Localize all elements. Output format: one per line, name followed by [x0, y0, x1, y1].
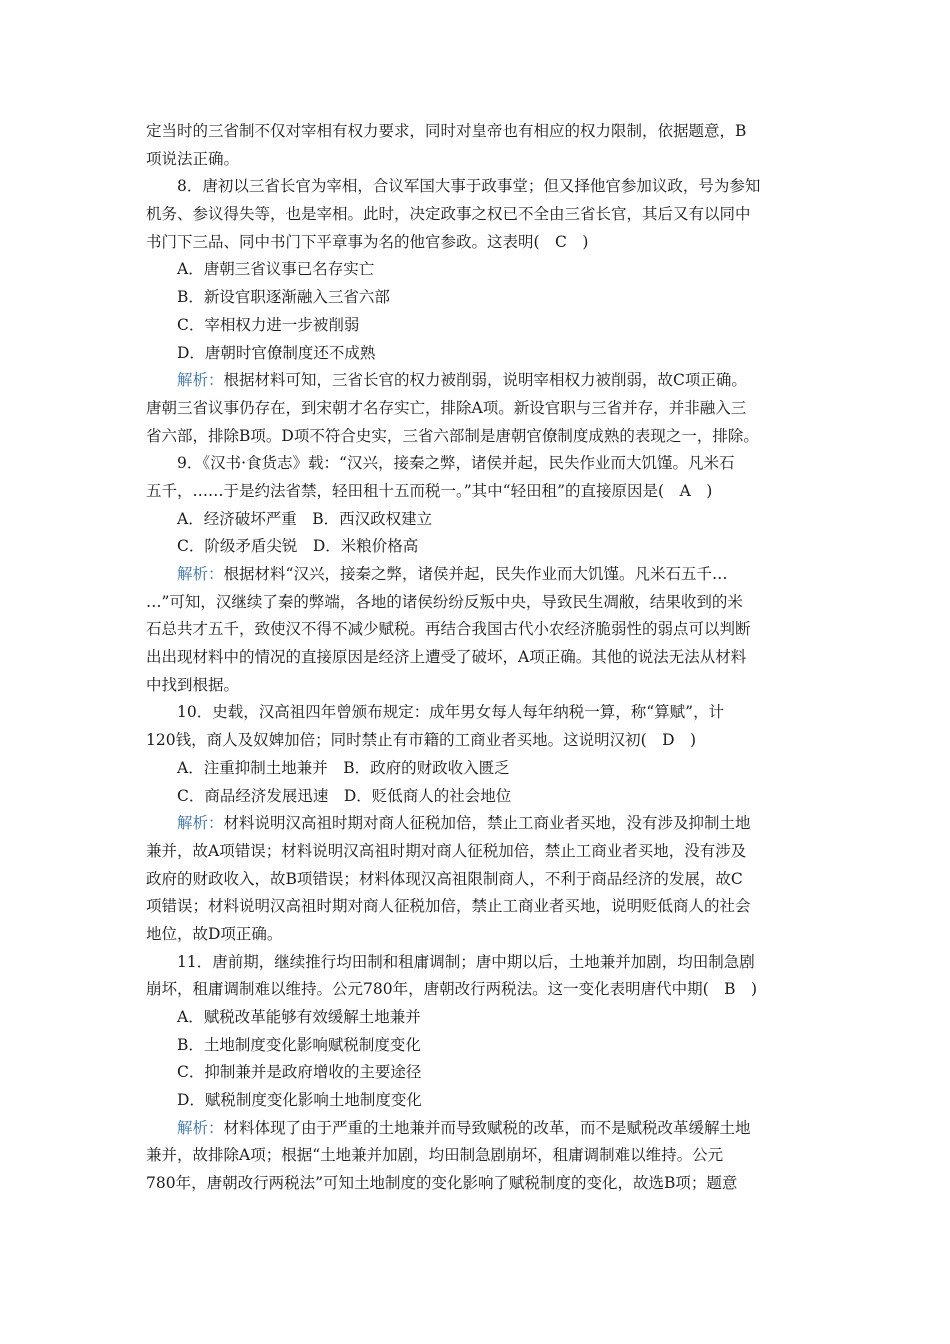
line-text: 崩坏，租庸调制难以维持。公元780年，唐朝改行两税法。这一变化表明唐代中期( B ) — [146, 980, 758, 999]
line-text: 五千，……于是约法省禁，轻田租十五而税一。”其中“轻田租”的直接原因是( A ) — [146, 481, 713, 500]
line-text: 10．史载，汉高祖四年曾颁布规定：成年男女每人每年纳税一算，称“算赋”，计 — [177, 703, 725, 722]
text-line — [146, 672, 810, 700]
answer-option-line — [146, 312, 810, 340]
text-line — [146, 866, 810, 894]
text-line — [146, 1142, 810, 1170]
line-text: 材料体现了由于严重的土地兼并而导致赋税的改革，而不是赋税改革缓解土地 — [223, 1118, 751, 1137]
text-line — [146, 201, 810, 229]
explanation-label: 解析： — [177, 371, 224, 390]
answer-option-line — [146, 755, 810, 783]
text-line — [146, 478, 810, 506]
explanation-label: 解析： — [177, 814, 224, 833]
line-text: 书门下三品、同中书门下平章事为名的他官参政。这表明( C ) — [146, 232, 589, 251]
text-line — [146, 118, 810, 146]
answer-option-line — [146, 256, 810, 284]
line-text: 地位，故D项正确。 — [146, 924, 283, 943]
explanation-line — [146, 1115, 810, 1143]
answer-option-line — [146, 506, 810, 534]
text-line — [146, 395, 810, 423]
explanation-line — [146, 367, 810, 395]
line-text: 政府的财政收入，故B项错误；材料体现汉高祖限制商人，不利于商品经济的发展，故C — [146, 869, 743, 888]
answer-option-line — [146, 340, 810, 368]
line-text: 机务、参议得失等，也是宰相。此时，决定政事之权已不全由三省长官，其后又有以同中 — [146, 205, 751, 224]
line-text: 定当时的三省制不仅对宰相有权力要求，同时对皇帝也有相应的权力限制，依据题意，B — [146, 122, 747, 140]
answer-option-line — [146, 1059, 810, 1087]
text-line — [146, 229, 810, 257]
line-text: D．赋税制度变化影响土地制度变化 — [177, 1091, 422, 1110]
text-line — [146, 893, 810, 921]
explanation-label: 解析： — [177, 565, 224, 583]
text-line — [146, 727, 810, 755]
text-line — [146, 589, 810, 617]
text-line — [146, 644, 810, 672]
answer-option-line — [146, 1087, 810, 1115]
text-line — [146, 699, 810, 727]
line-text: 120钱，商人及奴婢加倍；同时禁止有市籍的工商业者买地。这说明汉初( D ) — [146, 731, 697, 750]
explanation-line — [146, 810, 810, 838]
explanation-label: 解析： — [177, 1118, 224, 1137]
line-text: C．商品经济发展迅速 D．贬低商人的社会地位 — [177, 786, 512, 805]
explanation-line — [146, 561, 810, 589]
line-text: A．注重抑制土地兼并 B．政府的财政收入匮乏 — [177, 758, 510, 777]
text-line — [146, 838, 810, 866]
line-text: 中找到根据。 — [146, 675, 240, 694]
line-text: 根据材料“汉兴，接秦之弊，诸侯并起，民失作业而大饥馑。凡米石五千… — [223, 565, 728, 583]
line-text: 项说法正确。 — [146, 149, 240, 168]
line-text: B．新设官职逐渐融入三省六部 — [177, 288, 390, 307]
text-line — [146, 1170, 810, 1198]
text-line — [146, 423, 810, 451]
answer-option-line — [146, 783, 810, 811]
answer-option-line — [146, 284, 810, 312]
line-text: A．唐朝三省议事已名存实亡 — [177, 260, 375, 279]
text-line — [146, 173, 810, 201]
line-text: 8．唐初以三省长官为宰相，合议军国大事于政事堂；但又择他官参加议政，号为参知 — [177, 177, 761, 196]
line-text: A．赋税改革能够有效缓解土地兼并 — [177, 1008, 421, 1026]
line-text: B．土地制度变化影响赋税制度变化 — [177, 1035, 421, 1054]
line-text: A．经济破坏严重 B．西汉政权建立 — [177, 509, 433, 528]
text-line — [146, 450, 810, 478]
text-line — [146, 921, 810, 949]
line-text: C．抑制兼并是政府增收的主要途径 — [177, 1063, 422, 1082]
line-text: 材料说明汉高祖时期对商人征税加倍，禁止工商业者买地，没有涉及抑制土地 — [223, 814, 751, 833]
text-line — [146, 949, 810, 977]
line-text: 出出现材料中的情况的直接原因是经济上遭受了破坏，A项正确。其他的说法无法从材料 — [146, 648, 747, 667]
answer-option-line — [146, 1032, 810, 1060]
line-text: 兼并，故排除A项；根据“土地兼并加剧，均田制急剧崩坏，租庸调制难以维持。公元 — [146, 1146, 724, 1165]
document-page — [146, 118, 810, 1198]
text-line — [146, 616, 810, 644]
line-text: 省六部，排除B项。D项不符合史实，三省六部制是唐朝官僚制度成熟的表现之一，排除。 — [146, 426, 759, 445]
text-line — [146, 976, 810, 1004]
line-text: 根据材料可知，三省长官的权力被削弱，说明宰相权力被削弱，故C项正确。 — [223, 371, 747, 390]
line-text: 9．《汉书·食货志》载：“汉兴，接秦之弊，诸侯并起，民失作业而大饥馑。凡米石 — [177, 454, 735, 473]
line-text: 780年，唐朝改行两税法”可知土地制度的变化影响了赋税制度的变化，故选B项；题意 — [146, 1174, 738, 1193]
text-line — [146, 146, 810, 174]
line-text: …”可知，汉继续了秦的弊端，各地的诸侯纷纷反叛中央，导致民生凋敝，结果收到的米 — [146, 592, 743, 611]
answer-option-line — [146, 1004, 810, 1032]
answer-option-line — [146, 533, 810, 561]
line-text: D．唐朝时官僚制度还不成熟 — [177, 343, 376, 362]
line-text: C．宰相权力进一步被削弱 — [177, 315, 360, 334]
line-text: 兼并，故A项错误；材料说明汉高祖时期对商人征税加倍，禁止工商业者买地，没有涉及 — [146, 841, 747, 860]
line-text: 项错误；材料说明汉高祖时期对商人征税加倍，禁止工商业者买地，说明贬低商人的社会 — [146, 897, 751, 916]
line-text: 11．唐前期，继续推行均田制和租庸调制；唐中期以后，土地兼并加剧，均田制急剧 — [177, 952, 755, 971]
line-text: 唐朝三省议事仍存在，到宋朝才名存实亡，排除A项。新设官职与三省并存，并非融入三 — [146, 398, 747, 417]
line-text: C．阶级矛盾尖锐 D．米粮价格高 — [177, 537, 419, 556]
line-text: 石总共才五千，致使汉不得不减少赋税。再结合我国古代小农经济脆弱性的弱点可以判断 — [146, 620, 751, 639]
